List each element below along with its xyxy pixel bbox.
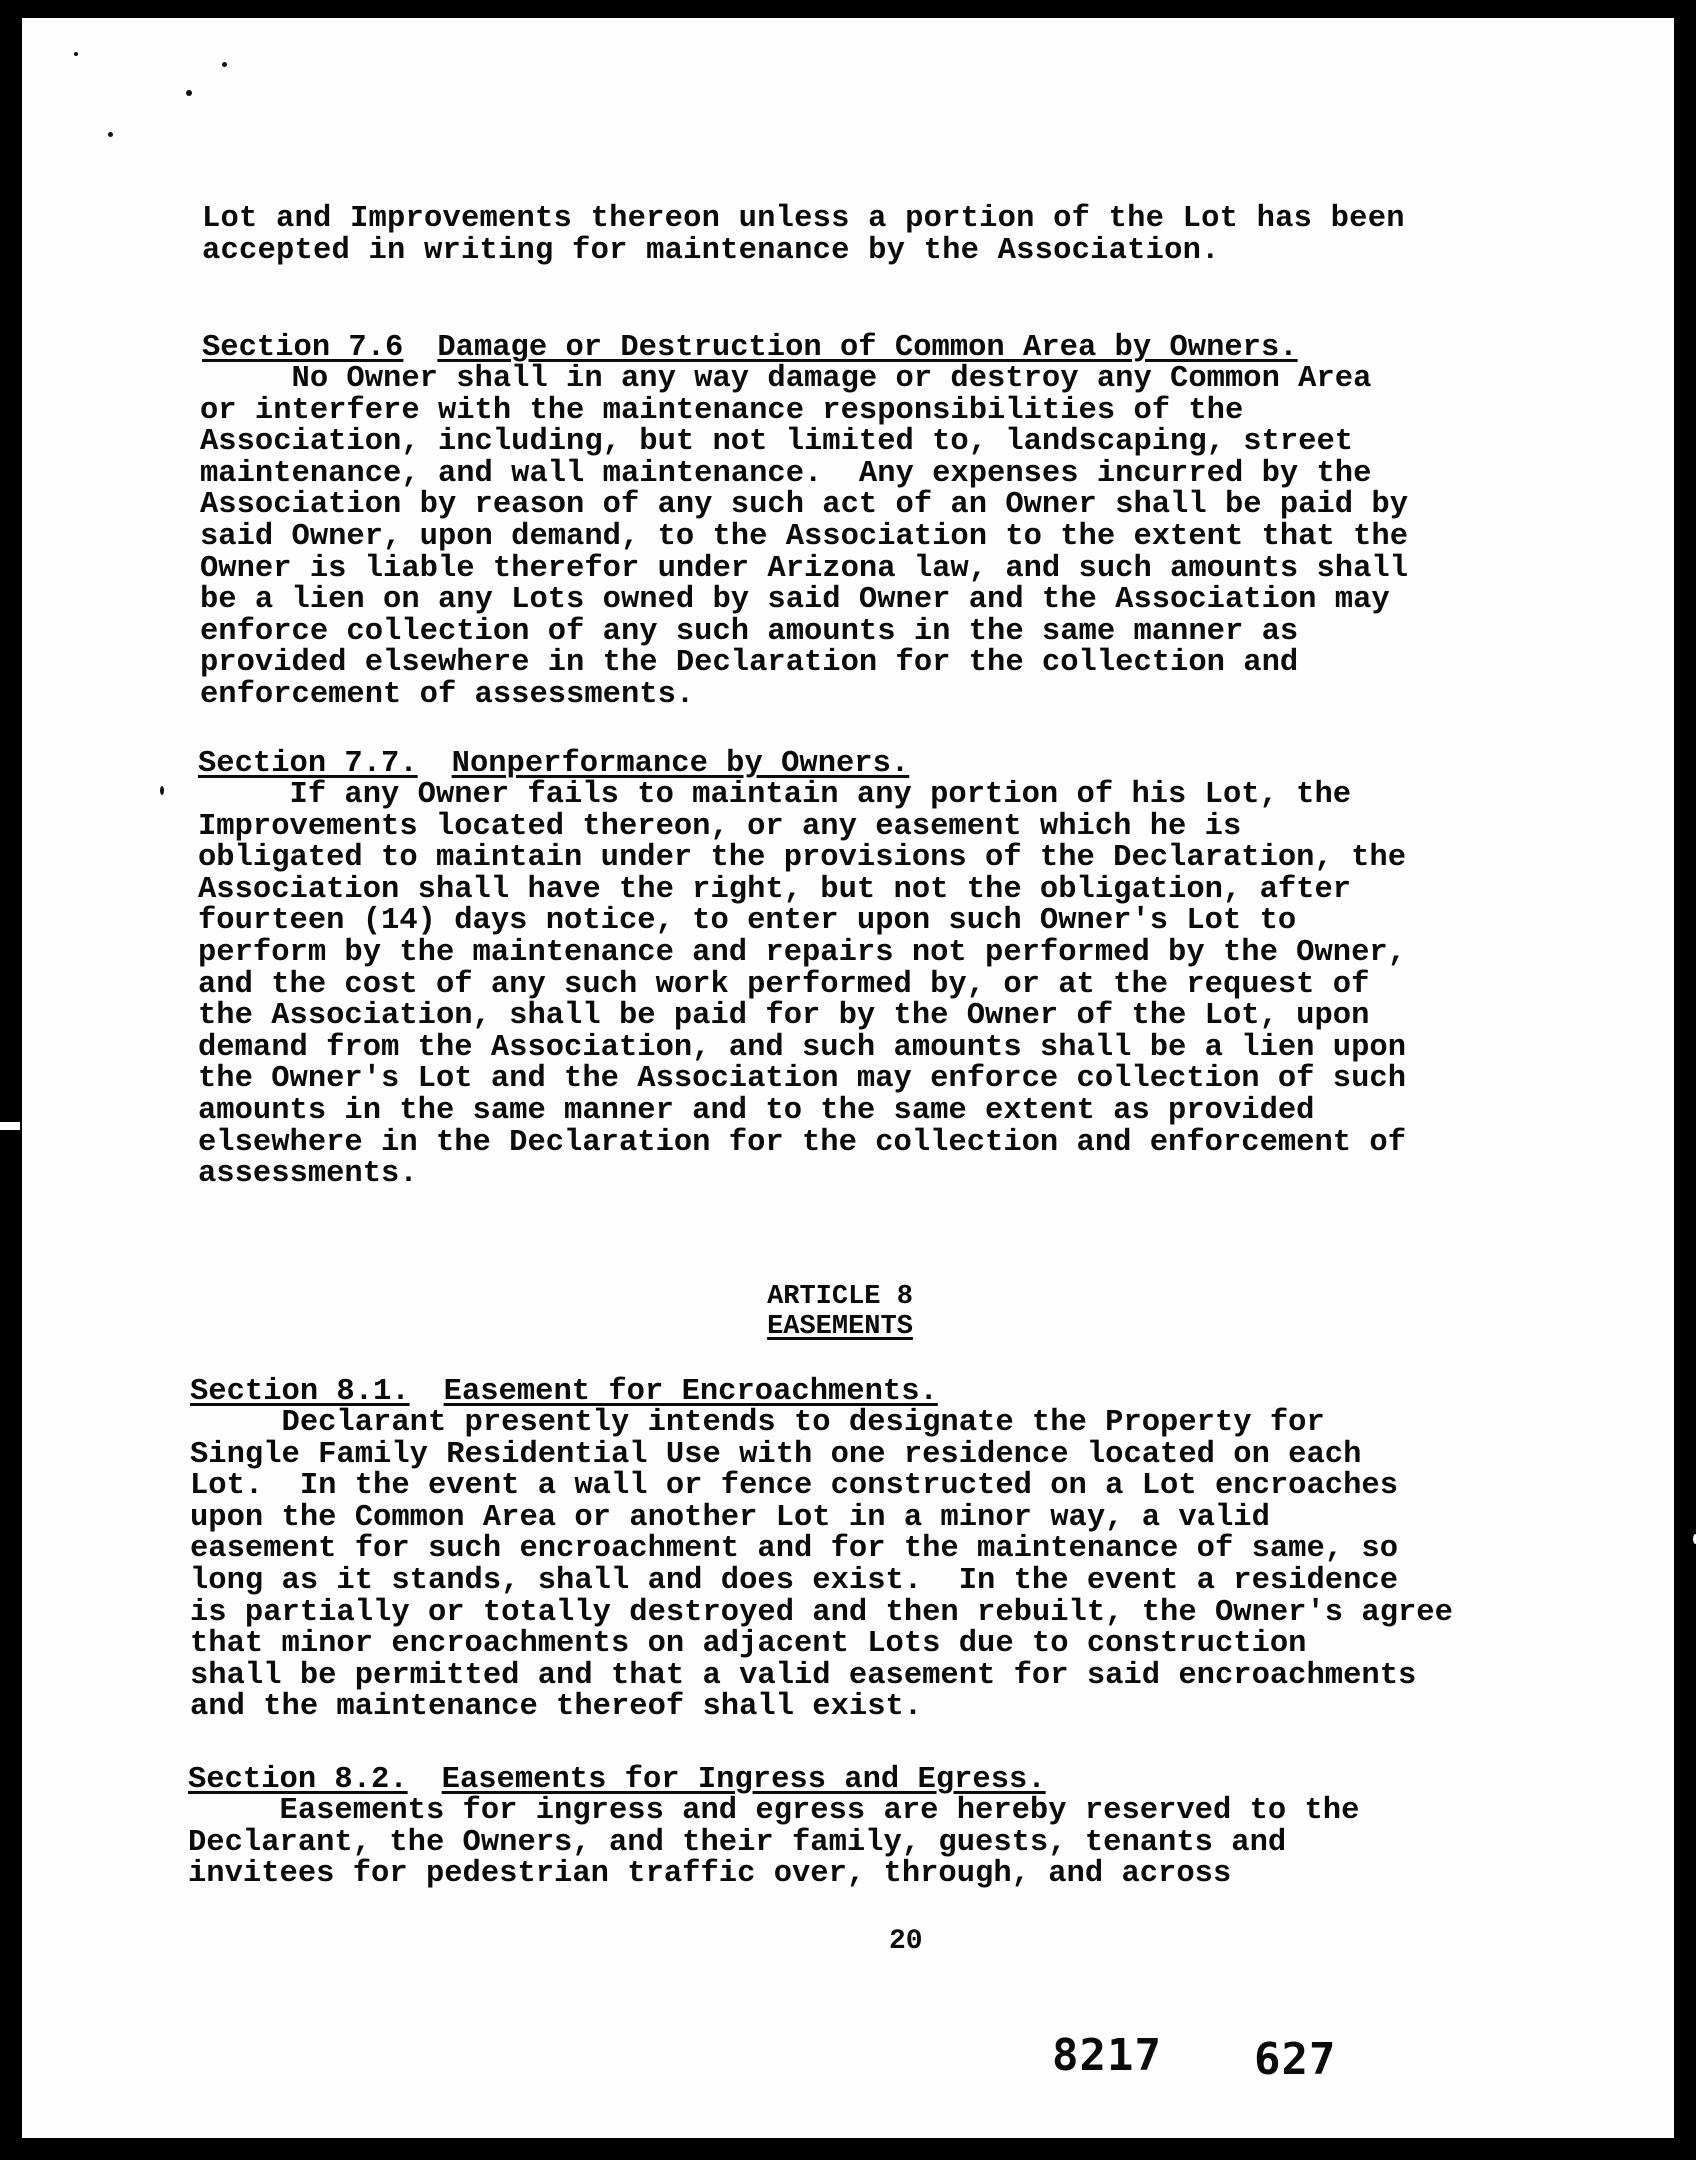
article-label: ARTICLE 8 [767, 1282, 913, 1312]
scan-speck [108, 132, 113, 137]
recording-stamp-book: 8217 [1052, 2030, 1162, 2081]
body-line: If any Owner fails to maintain any portion of his Lot, the [198, 778, 1352, 812]
scan-speck [186, 90, 192, 96]
body-line: Lot. In the event a wall or fence constructed on a Lot encroaches [190, 1469, 1398, 1504]
section-7-6-title: Damage or Destruction of Common Area by Owners. [437, 331, 1298, 365]
body-line: said Owner, upon demand, to the Association to the extent that the [200, 519, 1408, 554]
body-line: Association, including, but not limited to, landscaping, street [200, 425, 1354, 460]
body-line: demand from the Association, and such amounts shall be a lien upon [198, 1030, 1406, 1065]
scan-edge-mark [0, 1122, 20, 1130]
body-line: Easements for ingress and egress are hereby reserved to the [188, 1794, 1360, 1828]
body-line: that minor encroachments on adjacent Lots due to construction [190, 1627, 1307, 1662]
section-8-2-title: Easements for Ingress and Egress. [441, 1763, 1046, 1797]
body-line: long as it stands, shall and does exist. In the event a residence [190, 1563, 1398, 1598]
document-page [22, 18, 1674, 2138]
section-8-1-heading [190, 1376, 938, 1408]
body-line: and the cost of any such work performed by, or at the request of [198, 967, 1370, 1002]
scan-speck [222, 62, 227, 67]
section-7-6-heading [202, 332, 1298, 364]
section-7-7-body [198, 780, 1406, 1191]
body-line: Improvements located thereon, or any easement which he is [198, 809, 1242, 844]
body-line: be a lien on any Lots owned by said Owner and the Association may [200, 583, 1390, 618]
body-line: Association shall have the right, but not the obligation, after [198, 872, 1352, 907]
body-line: invitees for pedestrian traffic over, through, and across [188, 1857, 1232, 1892]
section-7-7-heading [198, 748, 909, 780]
scan-speck [160, 786, 164, 795]
body-line: shall be permitted and that a valid easement for said encroachments [190, 1658, 1417, 1693]
body-line: assessments. [198, 1157, 418, 1192]
body-line: provided elsewhere in the Declaration for the collection and [200, 646, 1299, 681]
body-line: amounts in the same manner and to the same extent as provided [198, 1093, 1315, 1128]
article-title: EASEMENTS [767, 1312, 913, 1342]
recording-stamp-page: 627 [1254, 2034, 1337, 2085]
body-line: Owner is liable therefor under Arizona law, and such amounts shall [200, 551, 1408, 586]
section-8-2-body [188, 1796, 1359, 1891]
body-line: maintenance, and wall maintenance. Any expenses incurred by the [200, 456, 1372, 491]
body-line: Declarant presently intends to designate the Property for [190, 1406, 1325, 1440]
section-8-1-body [190, 1408, 1453, 1724]
body-line: elsewhere in the Declaration for the collection and enforcement of [198, 1125, 1406, 1160]
section-8-2-heading [188, 1764, 1046, 1796]
section-8-1-number: Section 8.1. [190, 1375, 410, 1409]
body-line: the Association, shall be paid for by the Owner of the Lot, upon [198, 999, 1370, 1034]
body-line: enforcement of assessments. [200, 677, 695, 712]
body-line: Declarant, the Owners, and their family, guests, tenants and [188, 1825, 1287, 1860]
body-line: perform by the maintenance and repairs not performed by the Owner, [198, 935, 1406, 970]
section-8-2-number: Section 8.2. [188, 1763, 408, 1797]
body-line: enforce collection of any such amounts in the same manner as [200, 614, 1299, 649]
body-line: No Owner shall in any way damage or destroy any Common Area [200, 362, 1372, 396]
body-line: fourteen (14) days notice, to enter upon such Owner's Lot to [198, 904, 1297, 939]
body-line: the Owner's Lot and the Association may enforce collection of such [198, 1062, 1406, 1097]
body-line: Association by reason of any such act of an Owner shall be paid by [200, 488, 1408, 523]
page-number: 20 [889, 1926, 923, 1957]
body-line: Single Family Residential Use with one residence located on each [190, 1437, 1362, 1472]
continuation-line-1: Lot and Improvements thereon unless a portion of the Lot has been [202, 202, 1405, 236]
body-line: and the maintenance thereof shall exist. [190, 1690, 923, 1725]
section-7-6-body [200, 364, 1408, 712]
section-7-7-number: Section 7.7. [198, 747, 418, 781]
section-7-6-number: Section 7.6 [202, 331, 404, 365]
scan-speck [74, 52, 78, 56]
section-7-7-title: Nonperformance by Owners. [451, 747, 910, 781]
body-line: obligated to maintain under the provisions of the Declaration, the [198, 841, 1406, 876]
continuation-line-2: accepted in writing for maintenance by the Association. [202, 234, 1220, 268]
body-line: or interfere with the maintenance responsibilities of the [200, 393, 1244, 428]
body-line: upon the Common Area or another Lot in a minor way, a valid [190, 1500, 1270, 1535]
body-line: is partially or totally destroyed and then rebuilt, the Owner's agree [190, 1595, 1453, 1630]
body-line: easement for such encroachment and for the maintenance of same, so [190, 1532, 1398, 1567]
section-8-1-title: Easement for Encroachments. [443, 1375, 938, 1409]
